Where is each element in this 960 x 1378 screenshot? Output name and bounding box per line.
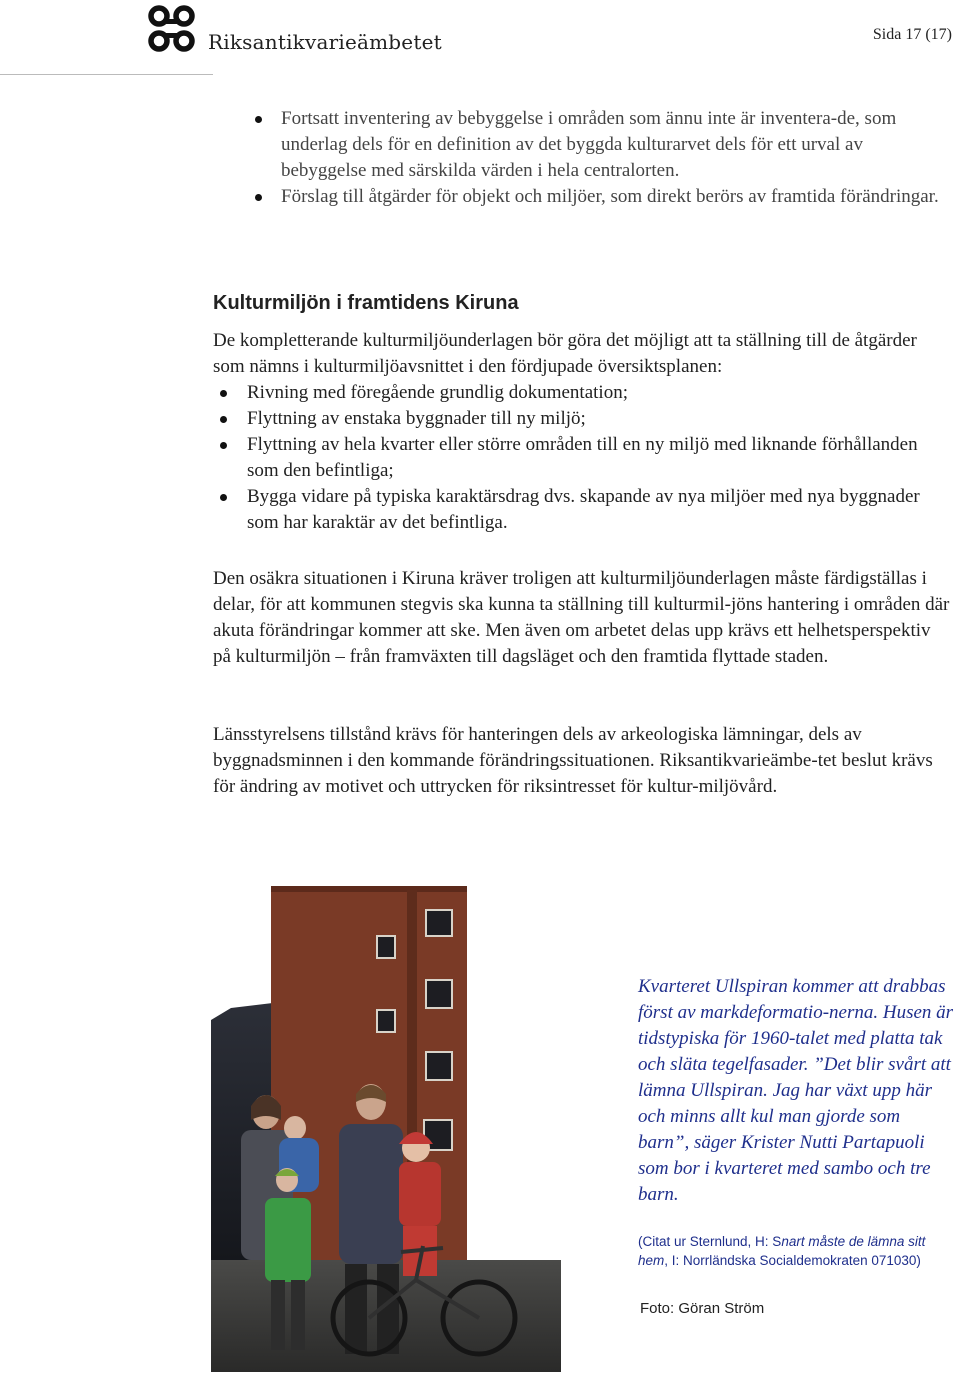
citation-suffix: , I: Norrländska Socialdemokraten 071030) (664, 1253, 921, 1268)
body-paragraph: Länsstyrelsens tillstånd krävs för hanteringen dels av arkeologiska lämningar, dels av byggnadsminnen i den kommande förändringssituationen. Riksantikvarieämbe-tet beslut krävs för ändring av motivet och uttrycken för riksintresset för kultur-miljövård. (213, 724, 933, 797)
header-divider (0, 74, 213, 75)
family-photo (211, 880, 561, 1372)
body-paragraph: Den osäkra situationen i Kiruna kräver troligen att kulturmiljöunderlagen måste färdigställas i delar, för att kommunen stegvis ska kunna ta ställning till kulturmil-jöns hantering i områden där akuta förändringar kommer att ske. Men även om arbetet delas upp krävs ett helhetsperspektiv på kulturmiljön – från framväxten till dagsläget och den framtida flyttade staden. (213, 568, 950, 667)
intro-bullet-list (248, 106, 948, 210)
list-item: Förslag till åtgärder för objekt och miljöer, som direkt berörs av framtida förändringar. (248, 184, 948, 210)
citation-title: nart måste de lämna sitt hem (638, 1234, 926, 1268)
list-item: Flyttning av enstaka byggnader till ny miljö; (213, 406, 953, 432)
organization-name: Riksantikvarieämbetet (208, 30, 442, 54)
riksantikvarieambetet-logo-icon (146, 4, 198, 54)
page-header (0, 0, 960, 80)
section-intro-paragraph: De kompletterande kulturmiljöunderlagen bör göra det möjligt att ta ställning till de åtgärder som nämns i kulturmiljöavsnittet i den fördjupade översiktsplanen: (213, 330, 917, 377)
list-item: Bygga vidare på typiska karaktärsdrag dvs. skapande av nya miljöer med nya byggnader som har karaktär av det befintliga. (213, 484, 953, 536)
citation-prefix: (Citat ur Sternlund, H: S (638, 1234, 782, 1249)
photo-caption: Kvarteret Ullspiran kommer att drabbas först av markdeformatio-nerna. Husen är tidstypiska för 1960-talet med platta tak och släta tegelfasader. ”Det blir svårt att lämna Ullspiran. Jag har växt upp här och minns allt kul man gjorde som barn”, säger Krister Nutti Partapuoli som bor i kvarteret med sambo och tre barn. (638, 976, 954, 1205)
measures-bullet-list (213, 380, 953, 536)
photo-citation (638, 1232, 956, 1270)
list-item: Fortsatt inventering av bebyggelse i områden som ännu inte är inventera-de, som underlag dels för en definition av det byggda kulturarvet dels för ett urval av bebyggelse med särskilda värden i hela centralorten. (248, 106, 948, 184)
photo-credit: Foto: Göran Ström (640, 1300, 765, 1317)
list-item: Rivning med föregående grundlig dokumentation; (213, 380, 953, 406)
photo-illustration (211, 880, 561, 1372)
page-number: Sida 17 (17) (872, 26, 952, 43)
list-item: Flyttning av hela kvarter eller större områden till en ny miljö med liknande förhållanden som den befintliga; (213, 432, 953, 484)
section-heading: Kulturmiljön i framtidens Kiruna (213, 292, 519, 314)
